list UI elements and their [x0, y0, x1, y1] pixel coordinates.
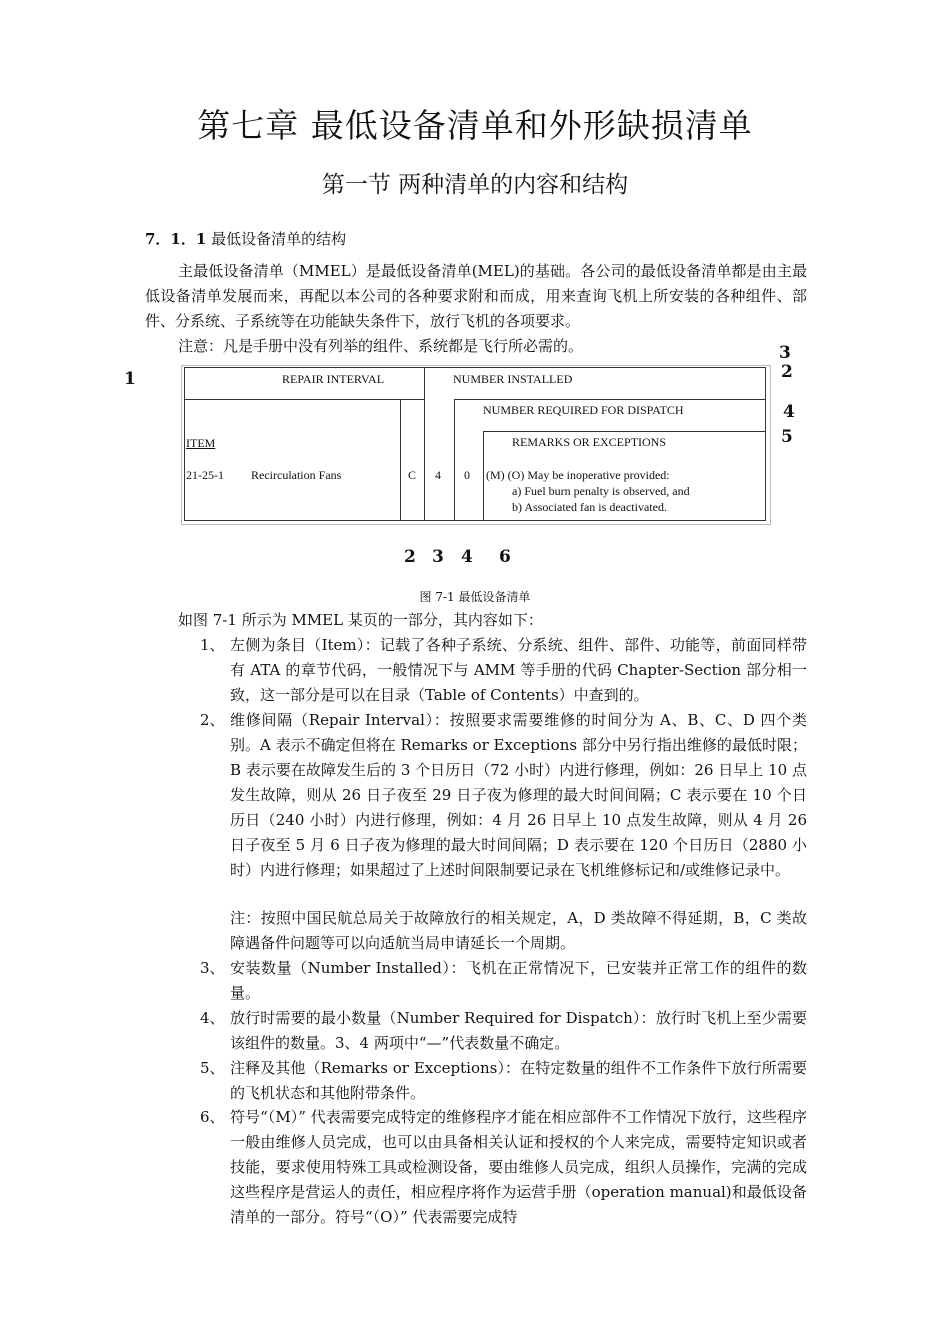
fig-line: [483, 431, 484, 521]
list-item-text: 注释及其他（Remarks or Exceptions）：在特定数量的组件不工作条件下放行所需要的飞机状态和其他附带条件。: [230, 1059, 807, 1102]
item-code: 21-25-1: [186, 468, 224, 482]
list-item: [200, 1006, 807, 1056]
list-item-text: 符号“（M）” 代表需要完成特定的维修程序才能在相应部件不工作情况下放行，这些程序一般由维修人员完成，也可以由具备相关认证和授权的个人来完成，需要特定知识或者技能，要求使用特殊工具或检测设备，要由维修人员完成，组织人员操作，完满的完成这些程序是营运人的责任，相应程序将作为运营手册（operation manual)和最低设备清单的一部分。符号“（O）” 代表需要完成特: [230, 1108, 807, 1226]
fig-line: [454, 399, 455, 521]
installed-count: 4: [435, 468, 441, 482]
list-item-text: 放行时需要的最小数量（Number Required for Dispatch）：放行时飞机上至少需要该组件的数量。3、4 两项中“—”代表数量不确定。: [230, 1009, 807, 1052]
list-item-text: 左侧为条目（Item）：记载了各种子系统、分系统、组件、部件、功能等，前面同样带有 ATA 的章节代码，一般情况下与 AMM 等手册的代码 Chapter-Section 部分相一致，这一部分是可以在目录（Table of Contents）中查到的。: [230, 636, 807, 704]
subsection-title: 最低设备清单的结构: [211, 230, 347, 248]
fig-line: [424, 367, 425, 521]
required-count: 0: [464, 468, 470, 482]
list-item: [200, 708, 807, 883]
fig-line: [483, 431, 766, 432]
fig-line: [184, 520, 766, 521]
callout-bottom-3: 3: [432, 547, 444, 567]
remarks-line-3: b) Associated fan is deactivated.: [512, 500, 667, 514]
callout-right-2: 2: [781, 362, 793, 382]
list-item-number: 2、: [200, 711, 225, 729]
subsection-heading: [145, 228, 346, 249]
header-item: ITEM: [186, 436, 216, 450]
list-item-number: 5、: [200, 1059, 225, 1077]
intro-paragraph: 主最低设备清单（MMEL）是最低设备清单(MEL)的基础。各公司的最低设备清单都是由主最低设备清单发展而来，再配以本公司的各种要求附和而成，用来查询飞机上所安装的各种组件、部件、分系统、子系统等在功能缺失条件下，放行飞机的各项要求。: [145, 262, 807, 330]
remarks-line-1: (M) (O) May be inoperative provided:: [486, 468, 670, 482]
note-paragraph: 注意：凡是手册中没有列举的组件、系统都是飞行所必需的。: [178, 337, 584, 355]
callout-right-5: 5: [781, 427, 793, 447]
repair-category: C: [408, 468, 417, 482]
remarks-line-2: a) Fuel burn penalty is observed, and: [512, 484, 690, 498]
callout-left: 1: [124, 369, 136, 389]
mmel-figure: [184, 367, 766, 521]
list-item-number: 3、: [200, 959, 225, 977]
callout-right-4: 4: [783, 402, 795, 422]
figure-caption: 图 7-1 最低设备清单: [419, 590, 531, 604]
fig-line: [765, 367, 766, 521]
list-item: [200, 1105, 807, 1230]
list-item-text: 注：按照中国民航总局关于故障放行的相关规定，A，D 类故障不得延期，B，C 类故障遇备件问题等可以向适航当局申请延长一个周期。: [230, 909, 807, 952]
subsection-number: 7．1．1: [145, 230, 207, 248]
header-repair-interval: REPAIR INTERVAL: [282, 372, 385, 386]
item-name: Recirculation Fans: [251, 468, 342, 482]
section-title: 第一节 两种清单的内容和结构: [321, 172, 629, 198]
list-item-text: 维修间隔（Repair Interval）：按照要求需要维修的时间分为 A、B、C、D 四个类别。A 表示不确定但将在 Remarks or Exceptions 部分中另行指出维修的最低时限；B 表示要在故障发生后的 3 个日历日（72 小时）内进行修理，例如：26 日早上 10 点发生故障，则从 26 日子夜至 29 日子夜为修理的最大时间间隔；C 表示要在 10 个日历日（240 小时）内进行修理，例如：4 月 26 日早上 10 点发生故障，则从 4 月 26 日子夜至 5 月 6 日子夜为修理的最大时间间隔；D 表示要在 120 个日历日（2880 小时）内进行修理；如果超过了上述时间限制要记录在飞机维修标记和/或维修记录中。: [230, 711, 807, 879]
chapter-title: 第七章 最低设备清单和外形缺损清单: [197, 106, 753, 145]
fig-line: [184, 367, 766, 368]
header-number-installed: NUMBER INSTALLED: [453, 372, 573, 386]
list-item-number: 4、: [200, 1009, 225, 1027]
list-item-number: 6、: [200, 1108, 225, 1126]
fig-line: [400, 399, 401, 521]
list-item: [200, 956, 807, 1006]
callout-bottom-4: 4: [461, 547, 473, 567]
fig-line: [184, 399, 424, 400]
list-item: [200, 1056, 807, 1106]
fig-line: [454, 399, 766, 400]
list-item-text: 安装数量（Number Installed）：飞机在正常情况下，已安装并正常工作的组件的数量。: [230, 959, 807, 1002]
header-number-required: NUMBER REQUIRED FOR DISPATCH: [483, 403, 684, 417]
callout-bottom-2: 2: [404, 547, 416, 567]
list-item-number: 1、: [200, 636, 225, 654]
header-remarks: REMARKS OR EXCEPTIONS: [512, 435, 667, 449]
list-item: [200, 633, 807, 708]
callout-right-3: 3: [779, 343, 791, 363]
fig-line: [184, 367, 185, 521]
list-item-note: [200, 906, 807, 956]
lead-in: 如图 7-1 所示为 MMEL 某页的一部分，其内容如下：: [178, 611, 543, 629]
callout-bottom-6: 6: [499, 547, 511, 567]
